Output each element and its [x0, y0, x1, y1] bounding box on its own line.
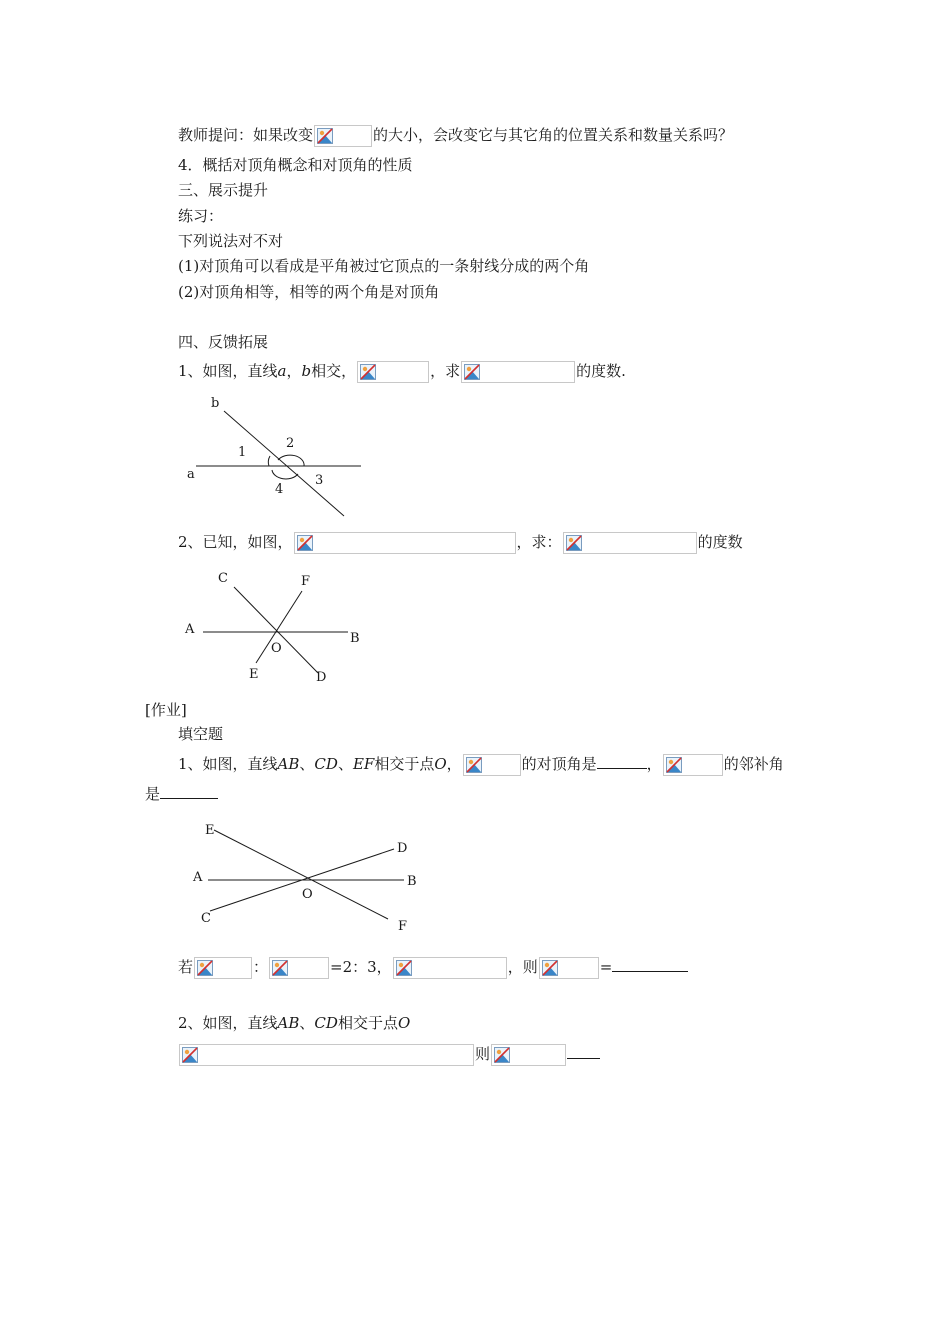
broken-image-icon — [179, 1044, 474, 1066]
answer-blank[interactable] — [567, 1042, 600, 1059]
separator: ， — [646, 755, 662, 773]
hw2-text-a: 2、如图，直线 — [178, 1014, 278, 1032]
problem-1-text-a: 1、如图，直线 — [178, 362, 278, 380]
broken-image-icon — [393, 957, 507, 979]
problem-2-text-b: ，求： — [516, 533, 562, 551]
figure-1-intersecting-lines — [180, 390, 370, 520]
var-AB: AB — [277, 755, 300, 773]
teacher-question-text-a: 教师提问：如果改变 — [178, 126, 314, 144]
statement-1: (1)对顶角可以看成是平角被过它顶点的一条射线分成的两个角 — [178, 257, 590, 275]
homework-1-cont — [145, 782, 218, 804]
hw1-text-b: 相交于点 — [374, 755, 435, 773]
broken-image-icon — [463, 754, 521, 776]
hw1-text-f: 的邻补角 — [723, 755, 784, 773]
label-A: A — [193, 870, 203, 885]
separator: 、 — [299, 1014, 315, 1032]
separator: 、 — [299, 755, 315, 773]
problem-2-text-a: 2、已知，如图， — [178, 533, 293, 551]
var-a: a — [277, 362, 287, 380]
ratio-problem — [178, 955, 688, 977]
angle-1-arc — [268, 456, 270, 466]
answer-blank[interactable] — [612, 955, 688, 972]
var-CD: CD — [314, 755, 338, 773]
homework-1 — [178, 752, 784, 774]
homework-2 — [178, 1012, 410, 1034]
line-EF — [214, 830, 388, 919]
problem-1-text-d: 的度数. — [576, 362, 626, 380]
angle-4-arc — [272, 470, 298, 479]
practice-label: 练习： — [178, 207, 224, 225]
line-CD — [234, 587, 318, 673]
var-O: O — [434, 755, 447, 773]
angle-2-arc — [278, 455, 304, 466]
var-EF: EF — [352, 755, 375, 773]
label-2: 2 — [286, 436, 295, 451]
broken-image-icon — [314, 125, 372, 147]
homework-2-cont — [178, 1042, 600, 1064]
section-4-heading: 四、反馈拓展 — [178, 333, 269, 351]
label-O: O — [302, 887, 313, 902]
var-AB: AB — [277, 1014, 300, 1032]
problem-2 — [178, 531, 743, 553]
problem-2-text-c: 的度数 — [697, 533, 743, 551]
teacher-question-text-b: 的大小，会改变它与其它角的位置关系和数量关系吗？ — [373, 126, 734, 144]
teacher-question — [178, 124, 733, 146]
var-O: O — [397, 1014, 411, 1032]
hw1-text-d: 的对顶角是 — [521, 755, 597, 773]
label-E: E — [249, 667, 259, 682]
ratio-text-b: ： — [253, 958, 269, 976]
ratio-text-c: =2：3， — [330, 958, 392, 976]
hw2-text-then: 则 — [475, 1045, 491, 1063]
label-F: F — [398, 919, 408, 934]
label-B: B — [350, 631, 360, 646]
label-A: A — [185, 622, 195, 637]
label-a: a — [187, 467, 195, 482]
label-O: O — [271, 641, 282, 656]
answer-blank[interactable] — [160, 782, 218, 799]
problem-1-text-c: ，求 — [430, 362, 461, 380]
answer-blank[interactable] — [597, 752, 647, 769]
broken-image-icon — [663, 754, 723, 776]
var-b: b — [301, 362, 312, 380]
problem-1 — [178, 360, 626, 382]
label-D: D — [397, 841, 408, 856]
broken-image-icon — [563, 532, 697, 554]
label-B: B — [407, 874, 417, 889]
problem-1-text-b: 相交， — [311, 362, 357, 380]
broken-image-icon — [491, 1044, 566, 1066]
ratio-text-e: = — [599, 958, 613, 976]
label-D: D — [316, 670, 327, 685]
statement-2: (2)对顶角相等，相等的两个角是对顶角 — [178, 283, 440, 301]
broken-image-icon — [357, 361, 429, 383]
figure-3-three-lines — [188, 815, 428, 940]
broken-image-icon — [194, 957, 252, 979]
hw1-text-a: 1、如图，直线 — [178, 755, 278, 773]
separator: 、 — [337, 755, 353, 773]
label-4: 4 — [275, 482, 284, 497]
var-CD: CD — [314, 1014, 338, 1032]
broken-image-icon — [294, 532, 516, 554]
fill-in-title: 填空题 — [178, 725, 224, 743]
homework-heading: [作业] — [145, 701, 187, 719]
section-3-heading: 三、展示提升 — [178, 181, 269, 199]
label-E: E — [205, 823, 215, 838]
separator: ， — [286, 362, 302, 380]
label-F: F — [301, 574, 311, 589]
figure-2-three-lines — [180, 565, 370, 690]
item-4: 4．概括对顶角概念和对顶角的性质 — [178, 156, 413, 174]
label-3: 3 — [315, 473, 324, 488]
label-1: 1 — [238, 445, 247, 460]
ratio-text-a: 若 — [178, 958, 194, 976]
label-C: C — [218, 571, 228, 586]
broken-image-icon — [539, 957, 599, 979]
judge-prompt: 下列说法对不对 — [178, 232, 284, 250]
hw2-text-b: 相交于点 — [337, 1014, 398, 1032]
hw1-text-g: 是 — [145, 785, 161, 803]
broken-image-icon — [269, 957, 329, 979]
line-b — [224, 411, 344, 516]
broken-image-icon — [461, 361, 575, 383]
label-C: C — [201, 911, 211, 926]
separator: ， — [446, 755, 462, 773]
label-b: b — [211, 396, 220, 411]
ratio-text-d: ，则 — [507, 958, 538, 976]
